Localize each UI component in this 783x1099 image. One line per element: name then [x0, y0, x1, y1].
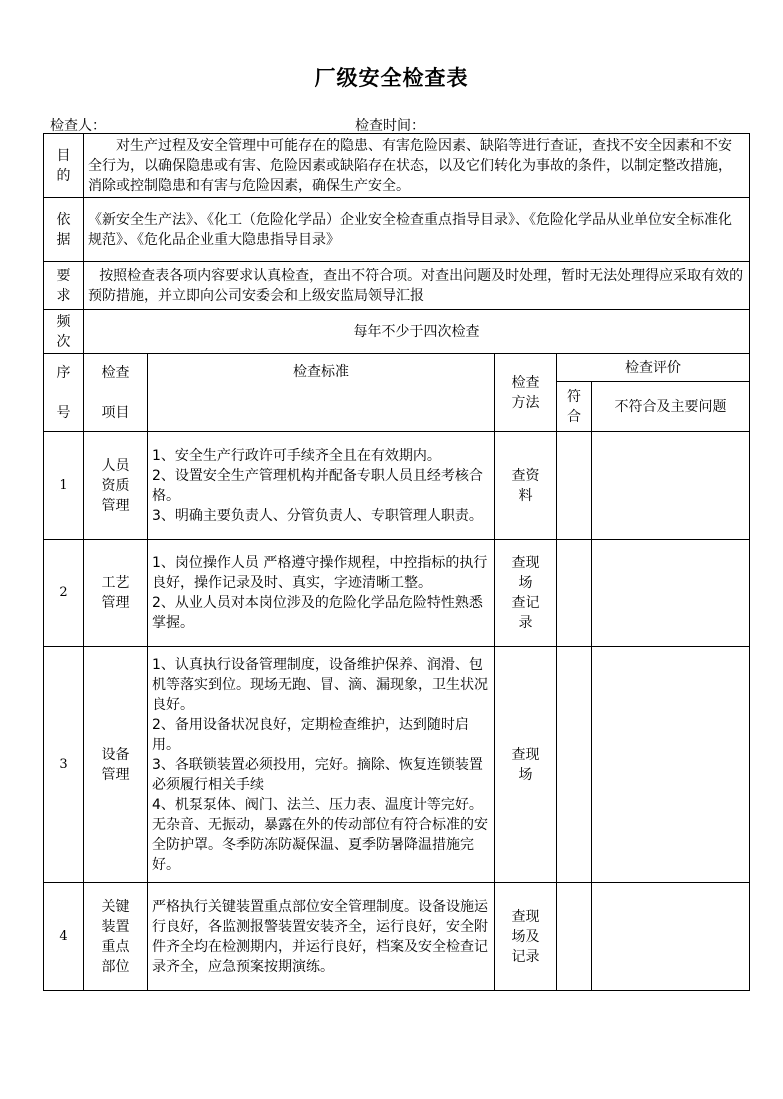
frequency-text: 每年不少于四次检查	[84, 310, 750, 354]
row-nonconform-cell[interactable]	[592, 540, 750, 647]
row-standard: 1、认真执行设备管理制度，设备维护保养、润滑、包机等落实到位。现场无跑、冒、滴、漏现象，卫生状况良好。 2、备用设备状况良好，定期检查维护，达到随时启用。 3、各联锁装置必须投用，完好。摘除、恢复连锁装置必须履行相关手续 4、机泵泵体、阀门、法兰、压力表、温度计等完好。无杂音、无振动，暴露在外的传动部位有符合标准的安全防护罩。冬季防冻防凝保温、夏季防暑降温措施完好。	[148, 647, 495, 883]
header-seq: 序 号	[44, 354, 84, 432]
row-nonconform-cell[interactable]	[592, 647, 750, 883]
basis-text: 《新安全生产法》、《化工（危险化学品）企业安全检查重点指导目录》、《危险化学品从业单位安全标准化规范》、《危化品企业重大隐患指导目录》	[84, 198, 750, 262]
row-method: 查现 场及 记录	[495, 883, 557, 991]
row-method: 查现 场	[495, 647, 557, 883]
row-item: 工艺 管理	[84, 540, 148, 647]
page-title: 厂级安全检查表	[314, 66, 469, 90]
purpose-row	[44, 134, 750, 198]
purpose-text: 对生产过程及安全管理中可能存在的隐患、有害危险因素、缺陷等进行查证，查找不安全因素和不安全行为，以确保隐患或有害、危险因素或缺陷存在状态，以及它们转化为事故的条件，以制定整改措施，消除或控制隐患和有害与危险因素，确保生产安全。	[84, 134, 750, 198]
header-nonconform: 不符合及主要问题	[592, 382, 750, 432]
header-conform: 符 合	[557, 382, 592, 432]
row-conform-cell[interactable]	[557, 883, 592, 991]
table-row	[44, 540, 750, 647]
frequency-row	[44, 310, 750, 354]
row-nonconform-cell[interactable]	[592, 432, 750, 540]
table-row	[44, 647, 750, 883]
row-standard: 1、岗位操作人员 严格遵守操作规程，中控指标的执行良好，操作记录及时、真实，字迹清晰工整。 2、从业人员对本岗位涉及的危险化学品危险特性熟悉掌握。	[148, 540, 495, 647]
row-standard: 严格执行关键装置重点部位安全管理制度。设备设施运行良好，各监测报警装置安装齐全，运行良好，安全附件齐全均在检测期内，并运行良好，档案及安全检查记录齐全，应急预案按期演练。	[148, 883, 495, 991]
inspector-label: 检查人：	[50, 118, 106, 134]
inspection-table	[43, 133, 750, 991]
row-conform-cell[interactable]	[557, 540, 592, 647]
row-nonconform-cell[interactable]	[592, 883, 750, 991]
row-conform-cell[interactable]	[557, 647, 592, 883]
requirement-text: 按照检查表各项内容要求认真检查，查出不符合项。对查出问题及时处理，暂时无法处理得应采取有效的预防措施，并立即向公司安委会和上级安监局领导汇报	[84, 262, 750, 310]
requirement-label: 要 求	[44, 262, 84, 310]
table-row	[44, 883, 750, 991]
row-number: 1	[44, 432, 84, 540]
row-item: 人员 资质 管理	[84, 432, 148, 540]
row-number: 2	[44, 540, 84, 647]
requirement-row	[44, 262, 750, 310]
purpose-label: 目 的	[44, 134, 84, 198]
frequency-label: 频 次	[44, 310, 84, 354]
inspection-time-label: 检查时间：	[355, 118, 425, 134]
row-item: 设备 管理	[84, 647, 148, 883]
header-item: 检查 项目	[84, 354, 148, 432]
row-item: 关键 装置 重点 部位	[84, 883, 148, 991]
header-row	[44, 354, 750, 382]
row-method: 查资 料	[495, 432, 557, 540]
header-standard: 检查标准	[148, 354, 495, 432]
meta-line	[50, 115, 750, 133]
row-conform-cell[interactable]	[557, 432, 592, 540]
row-number: 4	[44, 883, 84, 991]
row-number: 3	[44, 647, 84, 883]
header-evaluation: 检查评价	[557, 354, 750, 382]
header-method: 检查 方法	[495, 354, 557, 432]
basis-label: 依 据	[44, 198, 84, 262]
row-standard: 1、安全生产行政许可手续齐全且在有效期内。 2、设置安全生产管理机构并配备专职人员且经考核合格。 3、明确主要负责人、分管负责人、专职管理人职责。	[148, 432, 495, 540]
row-method: 查现 场 查记 录	[495, 540, 557, 647]
basis-row	[44, 198, 750, 262]
table-row	[44, 432, 750, 540]
